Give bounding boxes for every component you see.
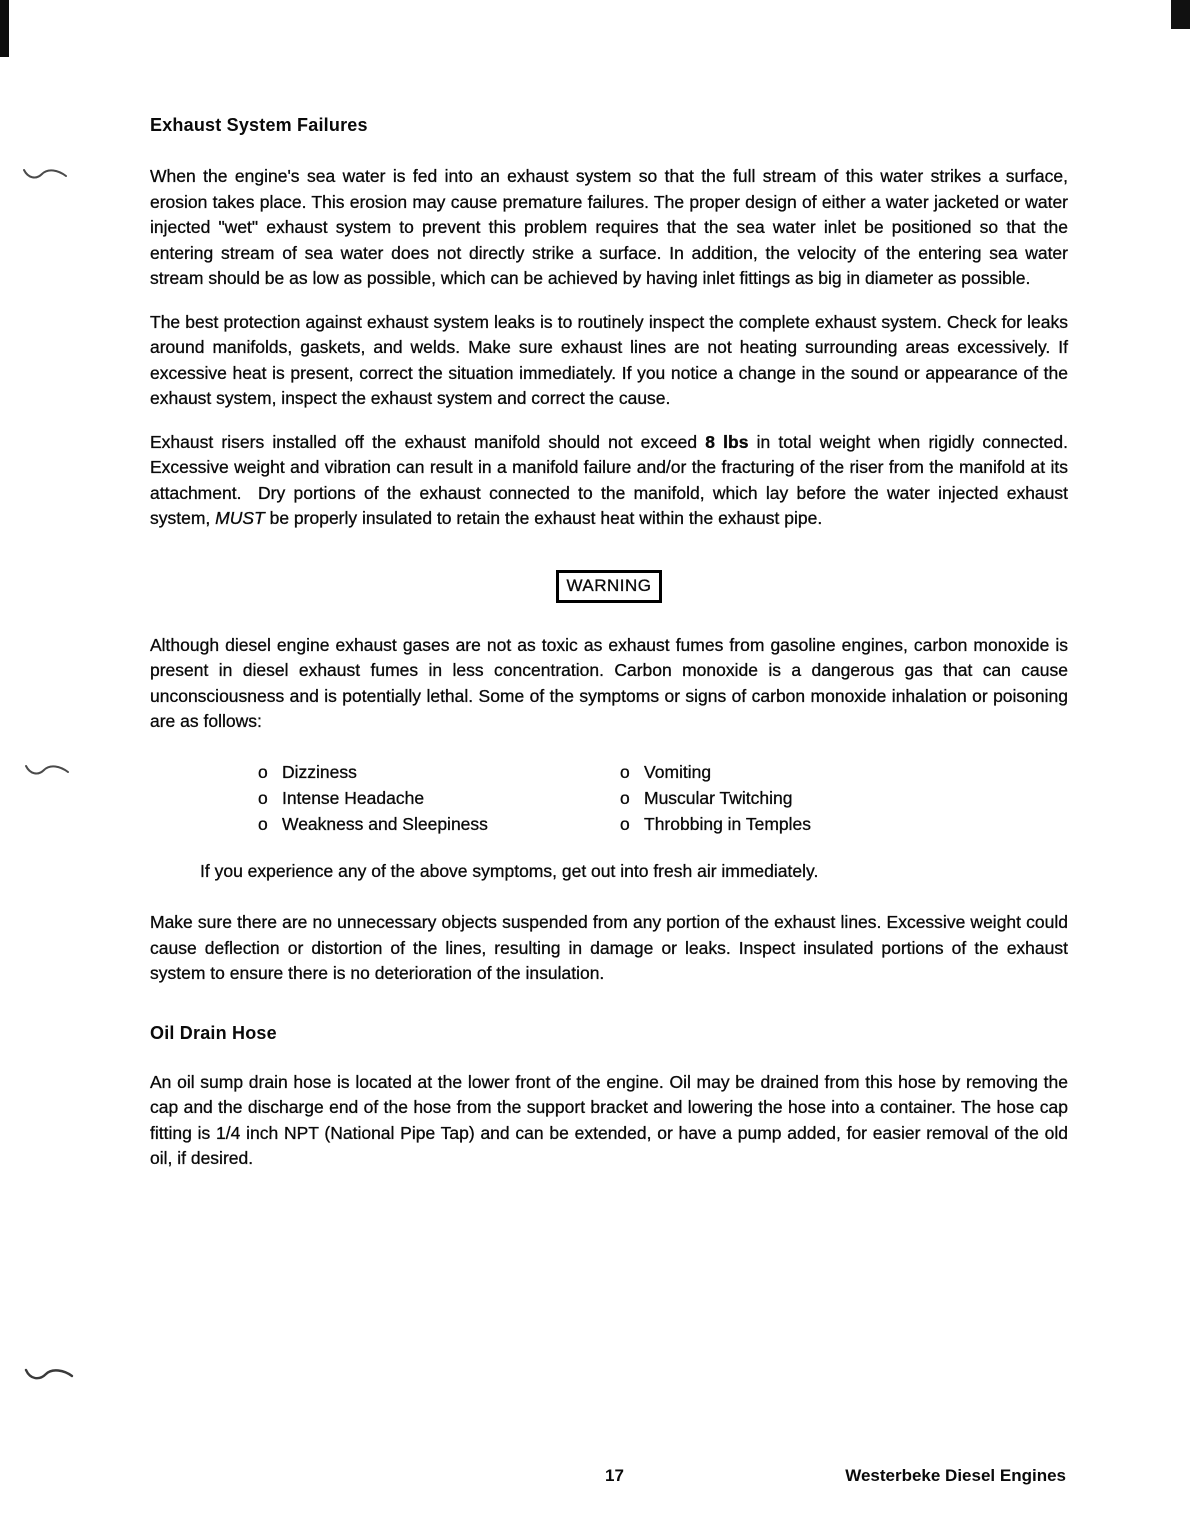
- paragraph-oil-drain: An oil sump drain hose is located at the lower front of the engine. Oil may be drained from this hose by removing the cap and the discharge end of the hose from the support bracket and lowering the hose into a container. The hose cap fitting is 1/4 inch NPT (National Pipe Tap) and can be extended, or have a pump added, for easier removal of the old oil, if desired.: [150, 1071, 1068, 1168]
- paragraph-suspended-objects: Make sure there are no unnecessary objects suspended from any portion of the exhaust lines. Excessive weight could cause deflection or distortion of the lines, resulting in damage or leaks. Inspect insulated portions of the exhaust system to ensure there is no deterioration of the insulation.: [150, 912, 1068, 983]
- warning-advice: If you experience any of the above symptoms, get out into fresh air immediately.: [200, 860, 819, 881]
- bullet-marker: o: [620, 787, 630, 808]
- paragraph-text: Exhaust risers installed off the exhaust manifold should not exceed: [150, 431, 706, 452]
- paragraph-text: be properly insulated to retain the exhaust heat within the exhaust pipe.: [264, 508, 823, 528]
- list-item: [620, 785, 811, 811]
- bullet-marker: o: [258, 761, 268, 782]
- warning-paragraph: Although diesel engine exhaust gases are not as toxic as exhaust fumes from gasoline engines, carbon monoxide is present in diesel exhaust fumes in less concentration. Carbon monoxide is a dangerous gas that can cause unconsciousness and is potentially lethal. Some of the symptoms or signs of carbon monoxide inhalation or poisoning are as follows:: [150, 634, 1068, 731]
- list-item: [258, 759, 620, 785]
- paragraph-exhaust-3: [150, 430, 1078, 532]
- symptom-column-right: [620, 759, 811, 837]
- scan-artifact-left-bar: [0, 0, 9, 57]
- section-heading-exhaust: Exhaust System Failures: [150, 115, 368, 135]
- warning-box: WARNING: [556, 570, 661, 603]
- list-item: [620, 759, 811, 785]
- symptom-label: Throbbing in Temples: [644, 813, 811, 834]
- weight-limit-bold: 8 lbs: [705, 431, 749, 452]
- page-body: [150, 115, 1078, 1190]
- paragraph-exhaust-1: When the engine's sea water is fed into an exhaust system so that the full stream of this water strikes a surface, erosion takes place. This erosion may cause premature failures. The proper design of either a water jacketed or water injected "wet" exhaust system to prevent this problem requires that the sea water inlet be positioned so that the entering stream of sea water does not directly strike a surface. In addition, the velocity of the entering sea water stream should be as low as possible, which can be achieved by having inlet fittings as big in diameter as possible.: [150, 166, 1068, 288]
- list-item: [258, 785, 620, 811]
- warning-box-row: [150, 570, 1068, 603]
- symptom-label: Weakness and Sleepiness: [282, 813, 488, 834]
- list-item: [258, 811, 620, 837]
- symptom-label: Muscular Twitching: [644, 787, 793, 808]
- scan-artifact-corner-mark: [1171, 0, 1190, 29]
- symptom-column-left: [258, 759, 620, 837]
- symptom-list: [258, 759, 1068, 837]
- page-number: 17: [605, 1466, 624, 1485]
- section-heading-oil-drain: Oil Drain Hose: [150, 1022, 277, 1043]
- symptom-label: Vomiting: [644, 761, 712, 782]
- paragraph-text: in total weight when rigidly connected. Excessive weight and vibration can result in a manifold failure and/or the fracturing of the riser from the manifold at its attachment. Dry portions of the exhaust connected to the manifold, which lay before the water injected exhaust system,: [150, 431, 1078, 528]
- bullet-marker: o: [620, 761, 630, 782]
- margin-pen-mark: [24, 1362, 74, 1389]
- bullet-marker: o: [258, 787, 268, 808]
- paragraph-exhaust-2: The best protection against exhaust system leaks is to routinely inspect the complete exhaust system. Check for leaks around manifolds, gaskets, and welds. Make sure exhaust lines are not heating surrounding areas excessively. If excessive heat is present, correct the situation immediately. If you notice a change in the sound or appearance of the exhaust system, inspect the exhaust system and correct the cause.: [150, 311, 1068, 408]
- margin-pen-mark: [22, 162, 68, 189]
- bullet-marker: o: [258, 813, 268, 834]
- list-item: [620, 811, 811, 837]
- margin-pen-mark: [24, 758, 70, 785]
- bullet-marker: o: [620, 813, 630, 834]
- must-emphasis: MUST: [215, 508, 265, 528]
- symptom-label: Intense Headache: [282, 787, 425, 808]
- symptom-label: Dizziness: [282, 761, 357, 782]
- footer-brand: Westerbeke Diesel Engines: [845, 1466, 1066, 1485]
